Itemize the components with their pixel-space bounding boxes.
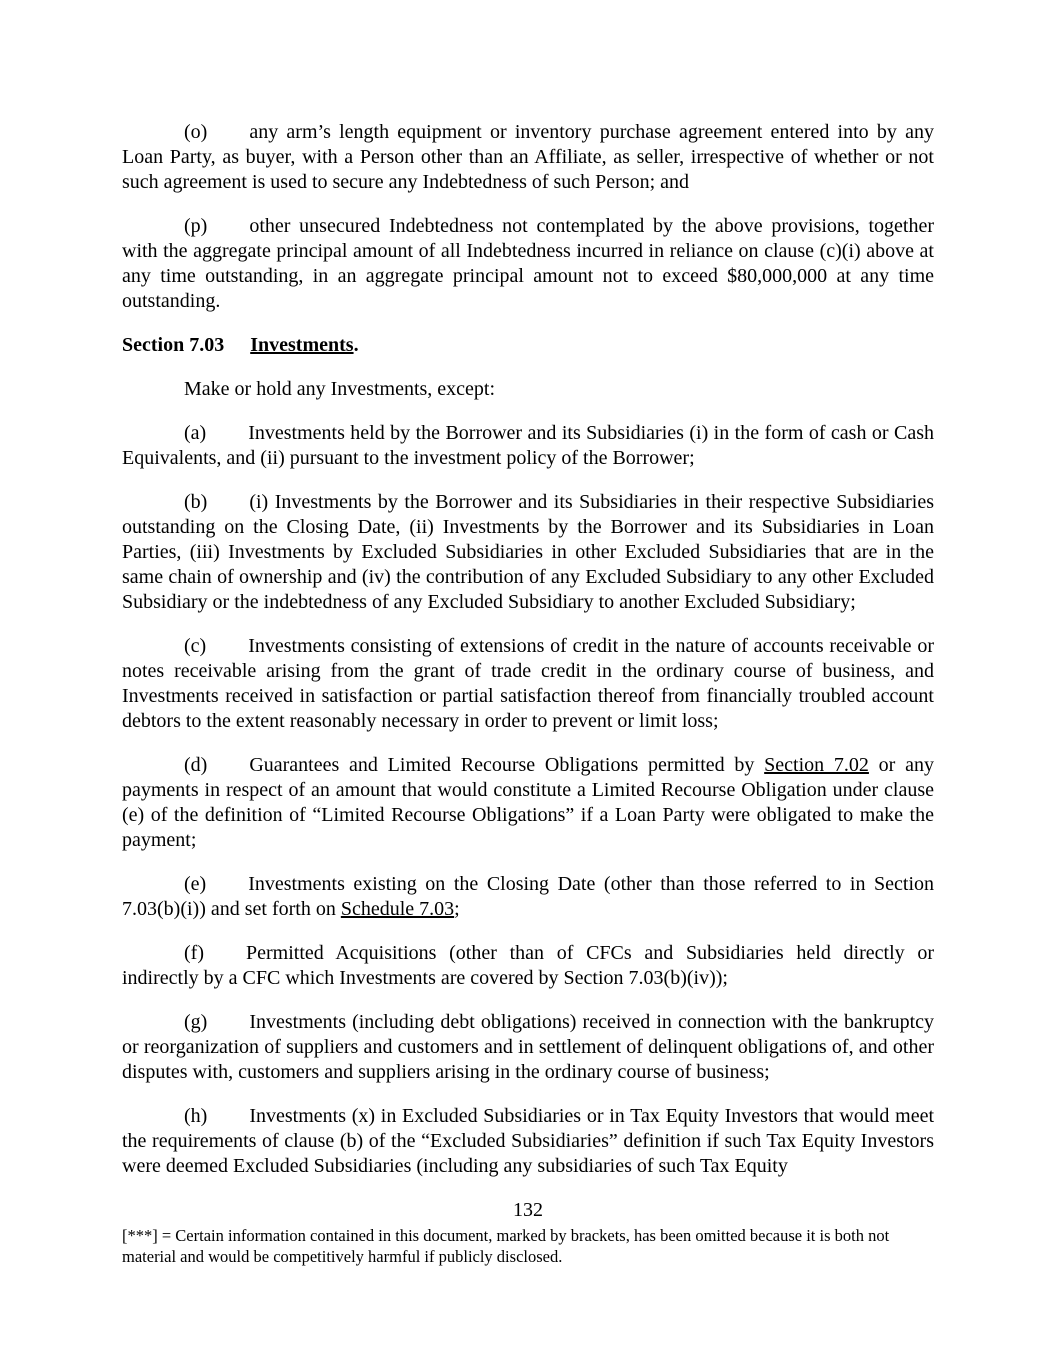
paragraph-h — [122, 1104, 934, 1179]
page-number: 132 — [513, 1199, 543, 1221]
clause-label: (g) — [184, 1011, 208, 1033]
clause-label: (o) — [184, 121, 208, 143]
clause-text: Investments (x) in Excluded Subsidiaries or in Tax Equity Investors that would meet the requirements of clause (b) of the “Excluded Subsidiaries” definition if such Tax Equity Investors were deemed Excluded Subsidiaries (including any subsidiaries of such Tax Equity — [122, 1105, 934, 1177]
clause-label: (f) — [184, 942, 204, 964]
paragraph-g — [122, 1010, 934, 1085]
clause-text: ; — [454, 898, 460, 920]
clause-text: other unsecured Indebtedness not contemplated by the above provisions, together with the aggregate principal amount of all Indebtedness incurred in reliance on clause (c)(i) above at any time outstanding, in an aggregate principal amount not to exceed $80,000,000 at any time outstanding. — [122, 215, 934, 312]
clause-label: (b) — [184, 491, 208, 513]
clause-text: Investments consisting of extensions of credit in the nature of accounts receivable or notes receivable arising from the grant of trade credit in the ordinary course of business, and Investments received in satisfaction or partial satisfaction thereof from financially troubled account debtors to the extent reasonably necessary in order to prevent or limit loss; — [122, 635, 934, 732]
section-number: Section 7.03 — [122, 334, 225, 356]
clause-label: (c) — [184, 635, 207, 657]
paragraph-d — [122, 753, 934, 853]
clause-label: (a) — [184, 422, 207, 444]
paragraph-c — [122, 634, 934, 734]
section-7-02-reference: Section 7.02 — [764, 754, 869, 776]
clause-text: Investments held by the Borrower and its Subsidiaries (i) in the form of cash or Cash Equivalents, and (ii) pursuant to the investment policy of the Borrower; — [122, 422, 934, 469]
page-content — [122, 120, 934, 1267]
section-heading — [122, 333, 934, 358]
clause-text: (i) Investments by the Borrower and its Subsidiaries in their respective Subsidiaries outstanding on the Closing Date, (ii) Investments by the Borrower and its Subsidiaries in Loan Parties, (iii) Investments by Excluded Subsidiaries in other Excluded Subsidiaries that are in the same chain of ownership and (iv) the contribution of any Excluded Subsidiary to any other Excluded Subsidiary or the indebtedness of any Excluded Subsidiary to another Excluded Subsidiary; — [122, 491, 934, 613]
section-title: Investments — [250, 334, 354, 356]
clause-text: Investments existing on the Closing Date (other than those referred to in Section 7.03(b)(i)) and set forth on — [122, 873, 934, 920]
paragraph-p — [122, 214, 934, 314]
intro-line — [122, 377, 934, 402]
clause-text: Guarantees and Limited Recourse Obligations permitted by — [249, 754, 765, 776]
clause-text: or any payments in respect of an amount that would constitute a Limited Recourse Obligation under clause (e) of the definition of “Limited Recourse Obligations” if a Loan Party were obligated to make the payment; — [122, 754, 934, 851]
clause-text: Permitted Acquisitions (other than of CFCs and Subsidiaries held directly or indirectly by a CFC which Investments are covered by Section 7.03(b)(iv)); — [122, 942, 934, 989]
paragraph-a — [122, 421, 934, 471]
schedule-7-03-reference: Schedule 7.03 — [340, 898, 455, 920]
paragraph-o — [122, 120, 934, 195]
paragraph-b — [122, 490, 934, 615]
clause-label: (h) — [184, 1105, 208, 1127]
clause-label: (d) — [184, 754, 208, 776]
paragraph-f — [122, 941, 934, 991]
paragraph-e — [122, 872, 934, 922]
footnote: [***] = Certain information contained in this document, marked by brackets, has been omitted because it is both not material and would be competitively harmful if publicly disclosed. — [122, 1226, 890, 1266]
clause-text: any arm’s length equipment or inventory purchase agreement entered into by any Loan Party, as buyer, with a Person other than an Affiliate, as seller, irrespective of whether or not such agreement is used to secure any Indebtedness of such Person; and — [122, 121, 934, 193]
clause-text: Investments (including debt obligations) received in connection with the bankruptcy or reorganization of suppliers and customers and in settlement of delinquent obligations of, and other disputes with, customers and suppliers arising in the ordinary course of business; — [122, 1011, 934, 1083]
clause-label: (e) — [184, 873, 207, 895]
section-heading-period: . — [353, 334, 359, 356]
clause-label: (p) — [184, 215, 208, 237]
intro-text: Make or hold any Investments, except: — [184, 378, 496, 400]
